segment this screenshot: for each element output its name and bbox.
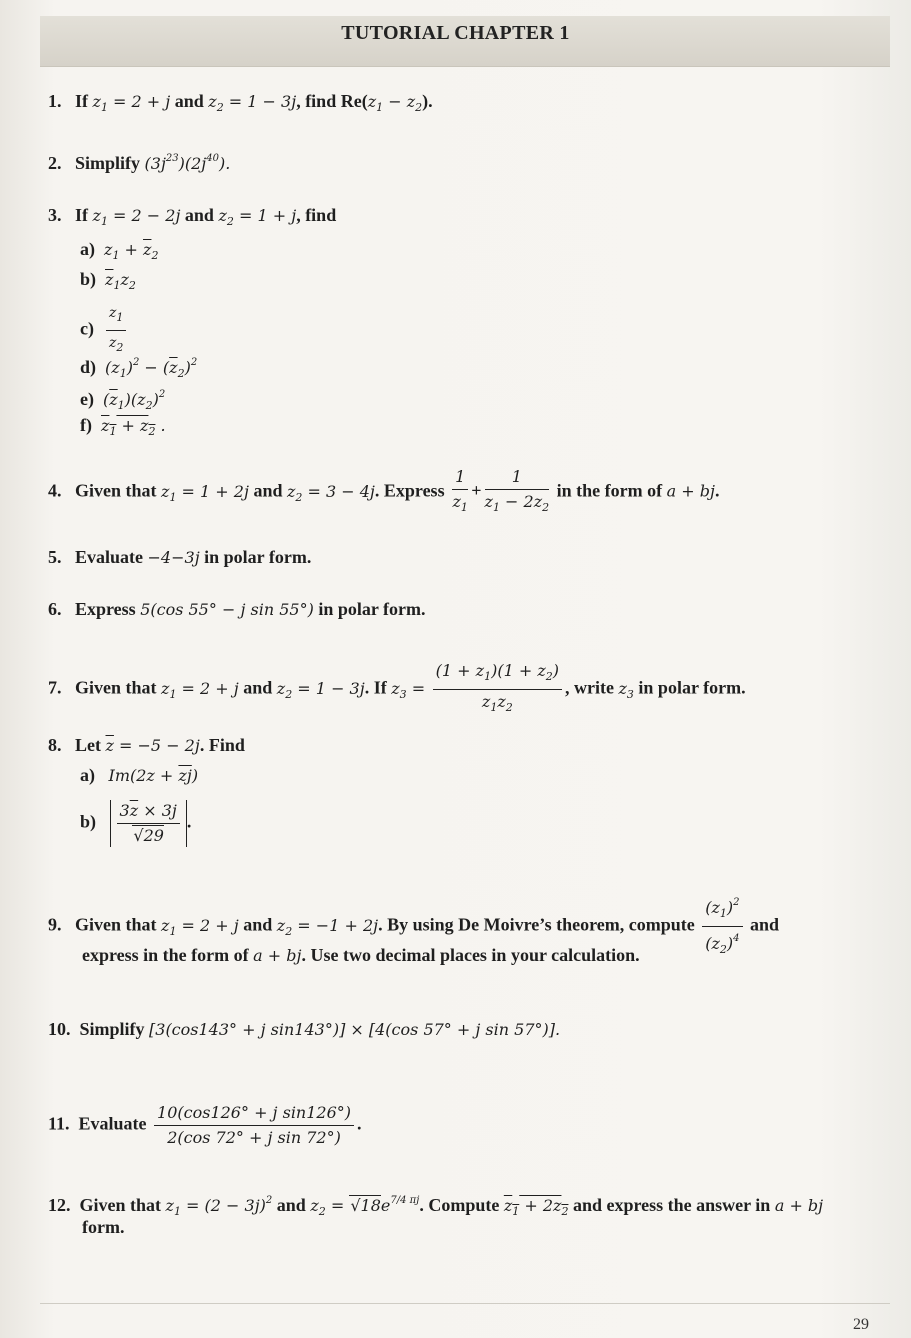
footer-divider bbox=[40, 1303, 890, 1304]
question-3: 3. If $z_1 = 2 - 2j$ and $z_2 = 1 + j$, find bbox=[48, 205, 337, 228]
question-2: 2. Simplify $(3j^{23})(2j^{40})$. bbox=[48, 153, 231, 173]
q8-item-b: b) $\frac{3\overline{z} \times 3j}{√29}$ . bbox=[80, 801, 192, 845]
q3-item-b: b) $\overline{z}_1z_2$ bbox=[80, 269, 136, 292]
question-1: 1. If $z_1 = 2 + j$ and $z_2 = 1 - 3j$, find $Re(z_1 - z_2)$. bbox=[48, 91, 433, 114]
q3-item-c: c) $\frac{z_1}{z_2}$ bbox=[80, 302, 129, 359]
q3-item-a: a) $z_1 + \overline{z}_2$ bbox=[80, 239, 159, 262]
question-6: 6. Express 5(cos 55° − j sin 55°) in polar form. bbox=[48, 599, 426, 619]
question-10: 10. Simplify [3(cos143° + j sin143°)] × [4(cos 57° + j sin 57°)]. bbox=[48, 1019, 561, 1039]
question-11: 11. Evaluate $\frac{\text{10(cos126° + j sin126°)}}{\text{2(cos 72° + j sin 72°)}}$ . bbox=[48, 1103, 362, 1147]
question-7: 7. Given that $z_1 = 2 + j$ and $z_2 = 1 - 3j$. If $z_3$ = $\frac{(1 + z_1)(1 + z_2)}{z_1z_2}$ , write $z_3$ in polar form. bbox=[48, 661, 746, 714]
q3-item-e: e) $(\overline{z}_1)(z_2)^2$ bbox=[80, 389, 166, 412]
question-12-line2: form. bbox=[82, 1217, 125, 1237]
question-5: 5. Evaluate −4−3j in polar form. bbox=[48, 547, 312, 567]
q3-item-f: f) $z_1 + z_2$ . bbox=[80, 415, 166, 438]
question-9-line2: express in the form of a + bj. Use two decimal places in your calculation. bbox=[82, 945, 640, 965]
q8-item-a: a) $Im(2z + \overline{zj})$ bbox=[80, 765, 199, 785]
page-number: 29 bbox=[853, 1316, 869, 1333]
question-12: 12. Given that $z_1 = (2 - 3j)^2$ and $z_2 = √18e^{7/4 \pi j}$. Compute $z_1 + 2z_2$ and express the answer in a + bj bbox=[48, 1195, 824, 1218]
q3-item-d: d) $(z_1)^2 - (\overline{z}_2)^2$ bbox=[80, 357, 198, 380]
question-9: 9. Given that $z_1 = 2 + j$ and $z_2 = -1 + 2j$. By using De Moivre’s theorem, compute $\frac{(z_1)^2}{(z_2)^4}$ and bbox=[48, 892, 779, 961]
page-title: TUTORIAL CHAPTER 1 bbox=[341, 22, 570, 44]
question-8: 8. Let $\overline{z} = -5 - 2j$. Find bbox=[48, 735, 245, 755]
question-4: 4. Given that $z_1 = 1 + 2j$ and $z_2 = 3 - 4j$. Express $\frac{1}{z_1}$ + $\frac{1}{z_1 - 2z_2}$ in the form of a + bj. bbox=[48, 467, 720, 514]
